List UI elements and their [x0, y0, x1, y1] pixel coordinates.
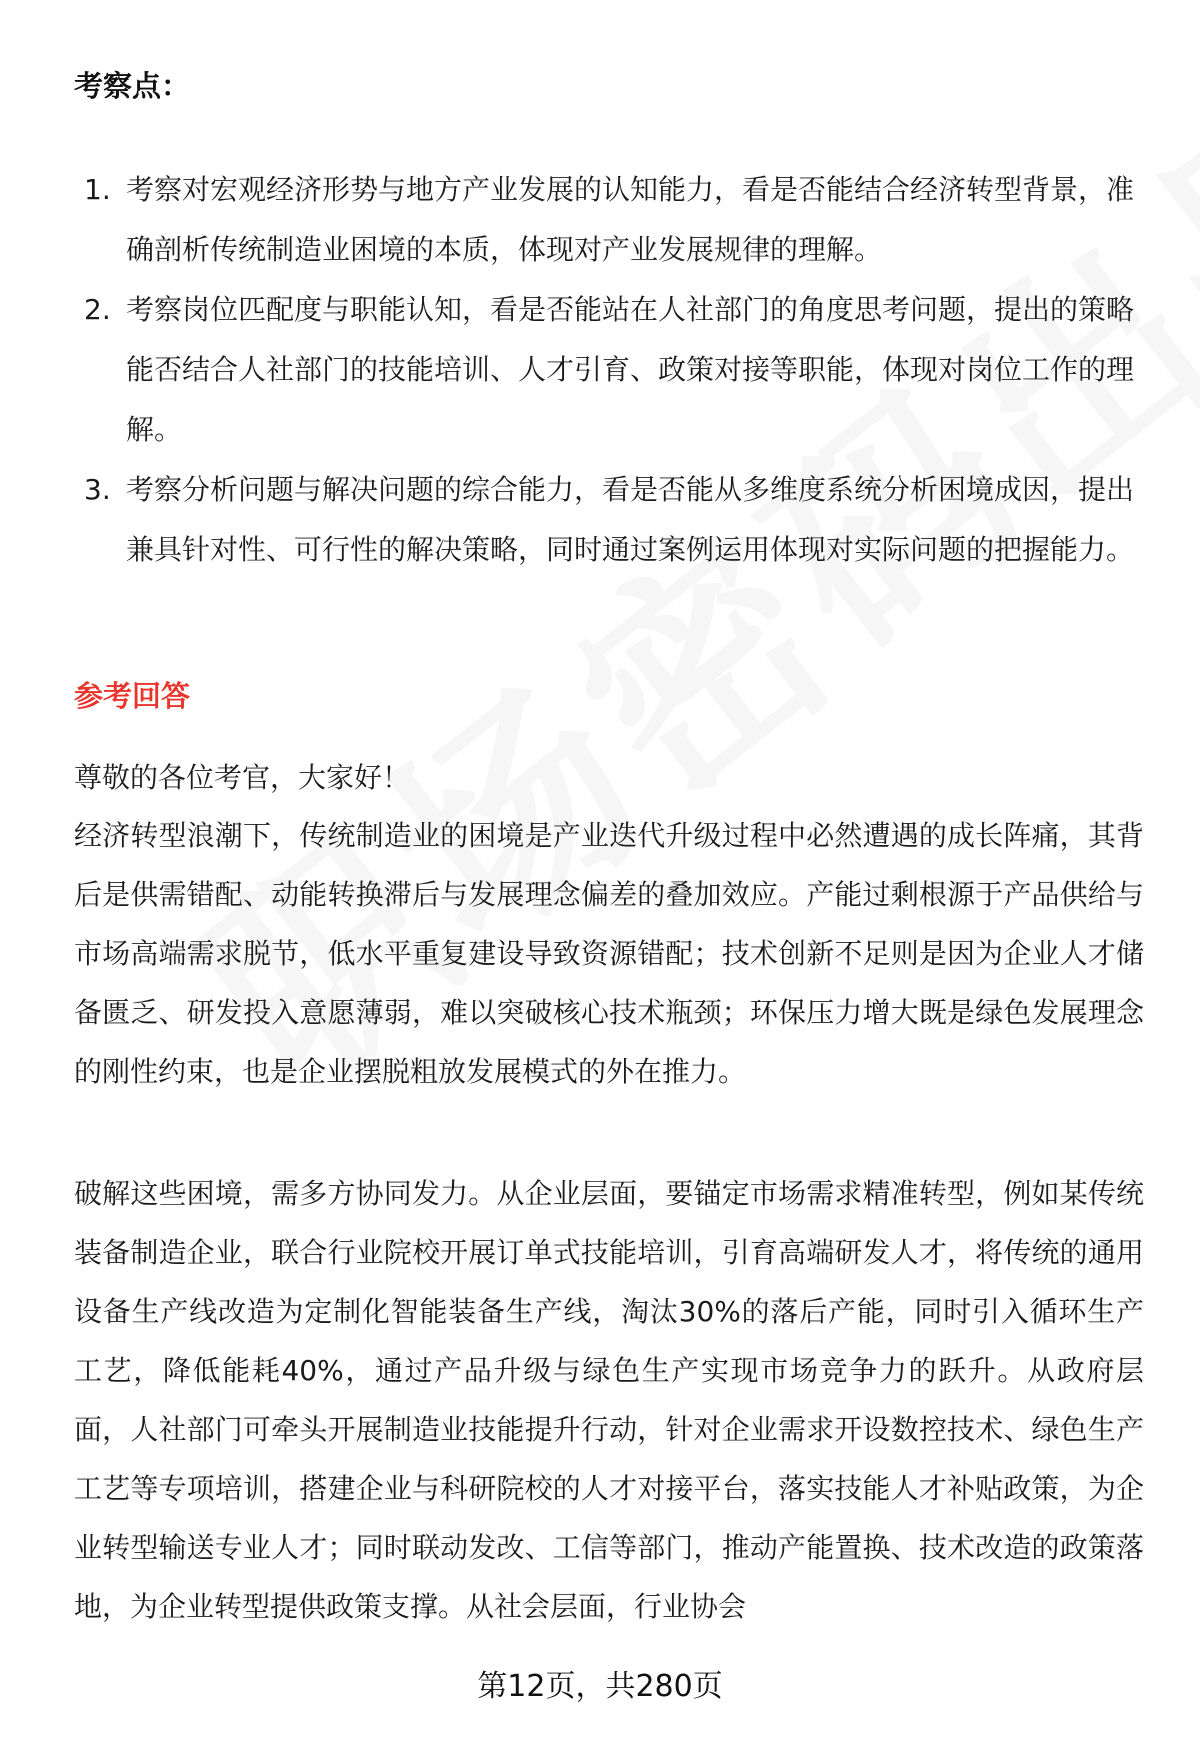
answer-paragraph-2: 破解这些困境，需多方协同发力。从企业层面，要锚定市场需求精准转型，例如某传统装备制造企业，联合行业院校开展订单式技能培训，引育高端研发人才，将传统的通用设备生产线改造为定制化智能装备生产线，淘汰30%的落后产能，同时引入循环生产工艺，降低能耗40%，通过产品升级与绿色生产实现市场竞争力的跃升。从政府层面，人社部门可牵头开展制造业技能提升行动，针对企业需求开设数控技术、绿色生产工艺等专项培训，搭建企业与科研院校的人才对接平台，落实技能人才补贴政策，为企业转型输送专业人才；同时联动发改、工信等部门，推动产能置换、技术改造的政策落地，为企业转型提供政策支撑。从社会层面，行业协会 [74, 1177, 1144, 1623]
answer-paragraph-1: 经济转型浪潮下，传统制造业的困境是产业迭代升级过程中必然遭遇的成长阵痛，其背后是供需错配、动能转换滞后与发展理念偏差的叠加效应。产能过剩根源于产品供给与市场高端需求脱节，低水平重复建设导致资源错配；技术创新不足则是因为企业人才储备匮乏、研发投入意愿薄弱，难以突破核心技术瓶颈；环保压力增大既是绿色发展理念的刚性约束，也是企业摆脱粗放发展模式的外在推力。 [74, 819, 1144, 1088]
list-item-number: 2. [84, 293, 111, 326]
list-item [74, 460, 1144, 580]
list-item-text: 考察对宏观经济形势与地方产业发展的认知能力，看是否能结合经济转型背景，准确剖析传统制造业困境的本质，体现对产业发展规律的理解。 [126, 173, 1135, 266]
list-item-text: 考察分析问题与解决问题的综合能力，看是否能从多维度系统分析困境成因，提出兼具针对性、可行性的解决策略，同时通过案例运用体现对实际问题的把握能力。 [126, 473, 1135, 566]
list-item-number: 3. [84, 473, 111, 506]
list-item-text: 考察岗位匹配度与职能认知，看是否能站在人社部门的角度思考问题，提出的策略能否结合人社部门的技能培训、人才引育、政策对接等职能，体现对岗位工作的理解。 [126, 293, 1135, 446]
page-footer: 第12页，共280页 [477, 1669, 723, 1704]
points-list [74, 160, 1144, 580]
list-item [74, 160, 1144, 280]
list-item-number: 1. [84, 173, 111, 206]
section-title-kaochadian: 考察点： [74, 69, 191, 103]
list-item [74, 280, 1144, 460]
answer-greeting: 尊敬的各位考官，大家好！ [74, 761, 411, 794]
answer-title: 参考回答 [74, 679, 191, 713]
